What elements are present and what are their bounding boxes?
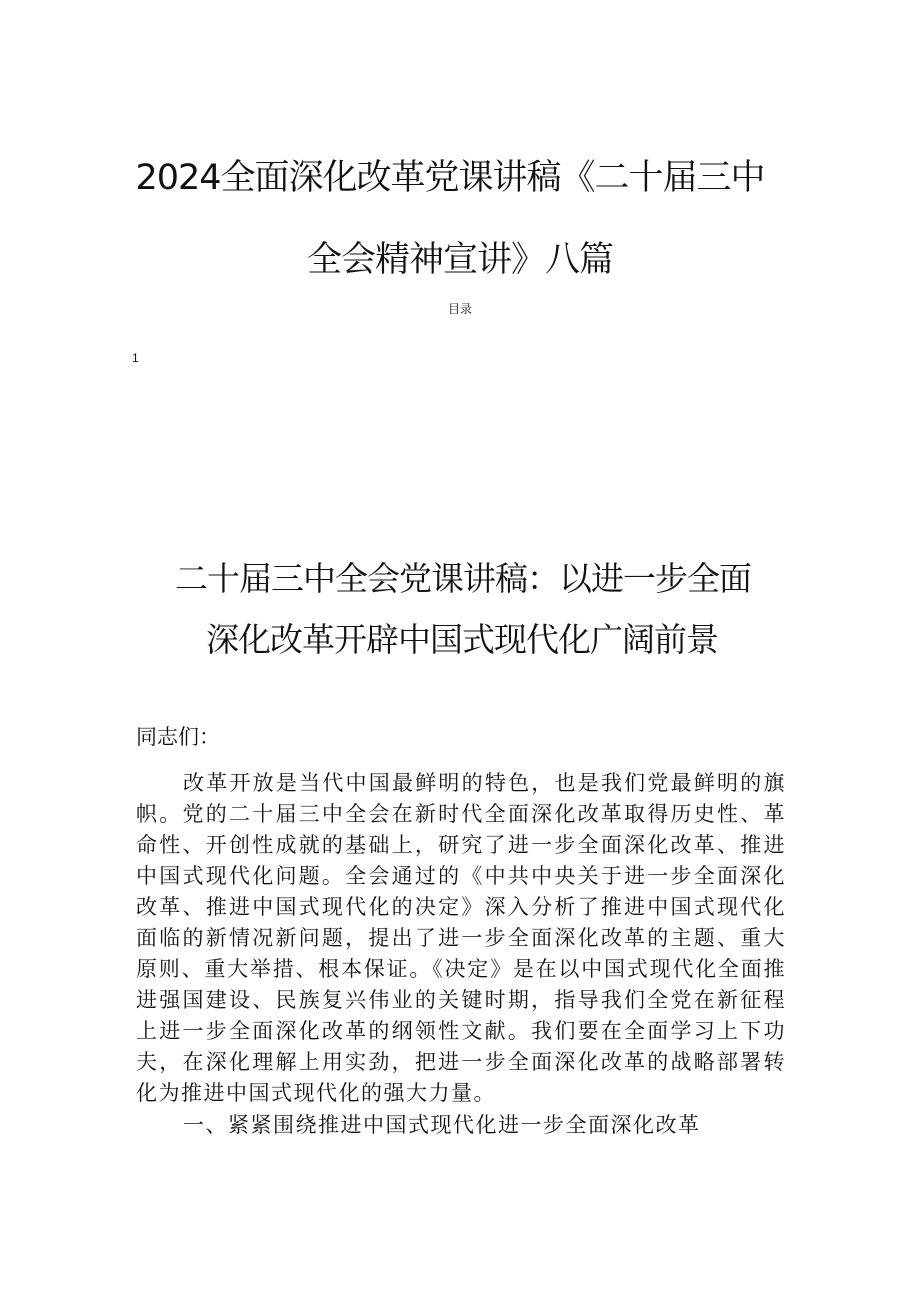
section-title-line-2: 深化改革开辟中国式现代化广阔前景 xyxy=(206,620,718,659)
toc-item[interactable]: 1 xyxy=(132,351,139,365)
salutation: 同志们： xyxy=(136,725,220,749)
section-heading: 一、紧紧围绕推进中国式现代化进一步全面深化改革 xyxy=(183,1113,701,1137)
toc-label: 目录 xyxy=(447,302,472,316)
body-paragraph: 改革开放是当代中国最鲜明的特色，也是我们党最鲜明的旗帜。党的二十届三中全会在新时代全面深化改革取得历史性、革命性、开创性成就的基础上，研究了进一步全面深化改革、推进中国式现代化问题。全会通过的《中共中央关于进一步全面深化改革、推进中国式现代化的决定》深入分析了推进中国式现代化面临的新情况新问题，提出了进一步全面深化改革的主题、重大原则、重大举措、根本保证。《决定》是在以中国式现代化全面推进强国建设、民族复兴伟业的关键时期，指导我们全党在新征程上进一步全面深化改革的纲领性文献。我们要在全面学习上下功夫，在深化理解上用实劲，把进一步全面深化改革的战略部署转化为推进中国式现代化的强大力量。 xyxy=(136,771,786,1105)
section-title-line-1: 二十届三中全会党课讲稿：以进一步全面 xyxy=(175,559,751,598)
document-title-line-2: 全会精神宣讲》八篇 xyxy=(306,240,613,280)
document-title-line-1: 2024全面深化改革党课讲稿《二十届三中 xyxy=(135,158,765,198)
